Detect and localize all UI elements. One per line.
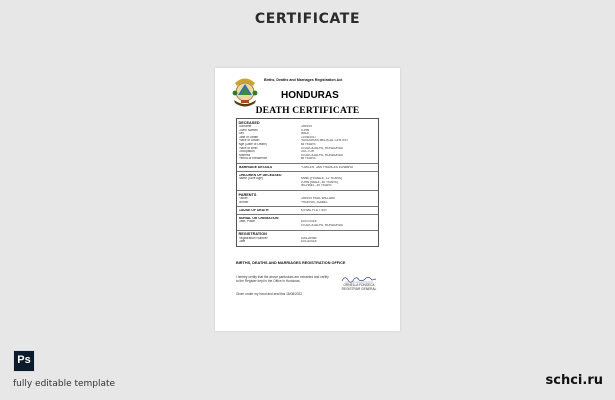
registration-section bbox=[237, 231, 378, 246]
field-row bbox=[239, 157, 377, 161]
act-line: Births, Deaths and Marriages Registration Act bbox=[264, 78, 343, 82]
field-value: ANNE (FEMALE, 12 YEARS) bbox=[300, 177, 343, 181]
section-heading: DECEASED bbox=[238, 120, 260, 125]
field-value: 88 YEARS bbox=[300, 157, 316, 161]
field-label: Registration Number bbox=[238, 236, 268, 240]
cause-section bbox=[237, 207, 378, 215]
field-label: Father bbox=[238, 197, 248, 201]
section-heading: REGISTRATION bbox=[238, 232, 267, 237]
field-label: Occupation bbox=[238, 150, 255, 154]
section-heading: CHILDREN OF DECEASED bbox=[238, 173, 282, 177]
field-label bbox=[239, 184, 301, 188]
signatory-block bbox=[339, 284, 379, 292]
field-row bbox=[239, 240, 377, 244]
field-row bbox=[239, 184, 377, 188]
country-name: HONDURAS bbox=[281, 90, 339, 101]
registry-office-heading: BIRTHS, DEATHS AND MARRIAGES REGISTRATION OFFICE bbox=[236, 261, 346, 265]
field-label: Age (Date of Death) bbox=[238, 143, 267, 147]
field-label: Place of Death bbox=[238, 139, 260, 143]
field-label: Date, Place bbox=[238, 220, 255, 224]
field-label: Given Names bbox=[238, 128, 258, 132]
page-title: CERTIFICATE bbox=[254, 11, 361, 27]
field-value: GREEN bbox=[300, 125, 312, 129]
field-label bbox=[239, 224, 301, 228]
certificate-document bbox=[215, 68, 400, 331]
children-section bbox=[237, 172, 378, 191]
field-label: Place of Birth bbox=[238, 146, 258, 150]
coat-of-arms-icon bbox=[231, 75, 259, 109]
certificate-form bbox=[236, 118, 379, 247]
section-heading: MARRIAGE DETAILS bbox=[238, 165, 273, 169]
tagline: fully editable template bbox=[13, 379, 116, 389]
deceased-section bbox=[237, 119, 378, 164]
field-label: Period of Residence bbox=[238, 157, 268, 161]
certification-text: I hereby certify that the above particulars are extracted and certify to the Register kept in the Office in Honduras. bbox=[236, 275, 329, 283]
field-value: TEGUCIGALPA, HONDURAS bbox=[300, 224, 343, 228]
field-label: Address bbox=[238, 153, 251, 157]
field-value: ATRIAL FLUTTER bbox=[300, 208, 327, 212]
field-value: TEGUCIGALPA, HONDURAS bbox=[300, 153, 343, 157]
field-label: Mother bbox=[238, 200, 249, 204]
field-value: MALE bbox=[300, 132, 310, 136]
field-row bbox=[239, 201, 377, 205]
field-value: 01/06/2017 bbox=[300, 135, 317, 139]
section-heading: CAUSE OF DEATH bbox=[238, 208, 269, 212]
field-row bbox=[239, 166, 377, 170]
field-value: HONDURAS MEDICAL CENTER bbox=[300, 139, 348, 143]
section-heading: PARENTS bbox=[238, 192, 257, 197]
field-value: PHOENIX, ISABEL bbox=[300, 200, 328, 204]
field-value: 10/07/2018 bbox=[300, 220, 317, 224]
given-under-line: Given under my hand and seal this 18/08/2022 bbox=[236, 292, 303, 296]
field-value: 10/10/2018 bbox=[300, 240, 317, 244]
field-value: FOWLER, JAN FRANCES EDWARD bbox=[300, 165, 353, 169]
field-label: Date of Death bbox=[238, 135, 259, 139]
field-value: GREEN PAUL WILLIAM bbox=[300, 197, 335, 201]
field-value: JOHN bbox=[300, 128, 310, 132]
field-label: Date bbox=[238, 240, 246, 244]
field-value: DOCTOR bbox=[300, 150, 315, 154]
photoshop-icon: Ps bbox=[13, 350, 35, 372]
section-heading: BURIAL OR CREMATION bbox=[238, 216, 279, 220]
field-label: Surname bbox=[238, 125, 252, 129]
field-row bbox=[239, 224, 377, 228]
field-value: TEGUCIGALPA, HONDURAS bbox=[300, 146, 343, 150]
certificate-title: DEATH CERTIFICATE bbox=[255, 106, 360, 116]
marriage-section bbox=[237, 164, 378, 172]
signatory-name: ORNELLA FONSECA bbox=[343, 283, 375, 287]
field-row bbox=[239, 209, 377, 213]
field-value: 205120985 bbox=[300, 236, 317, 240]
parents-section bbox=[237, 191, 378, 207]
field-label: Sex bbox=[238, 132, 244, 136]
burial-section bbox=[237, 215, 378, 230]
field-value: JOHN (MALE, 40 YEARS) bbox=[300, 180, 338, 184]
field-value: MICHAEL, 30 YEARS bbox=[300, 184, 332, 188]
field-label: Name (Give Age) bbox=[238, 177, 263, 181]
signatory-title: REGISTRAR GENERAL bbox=[341, 286, 377, 291]
field-value: 88 YEARS bbox=[300, 143, 316, 147]
brand-name: schci.ru bbox=[545, 373, 603, 388]
